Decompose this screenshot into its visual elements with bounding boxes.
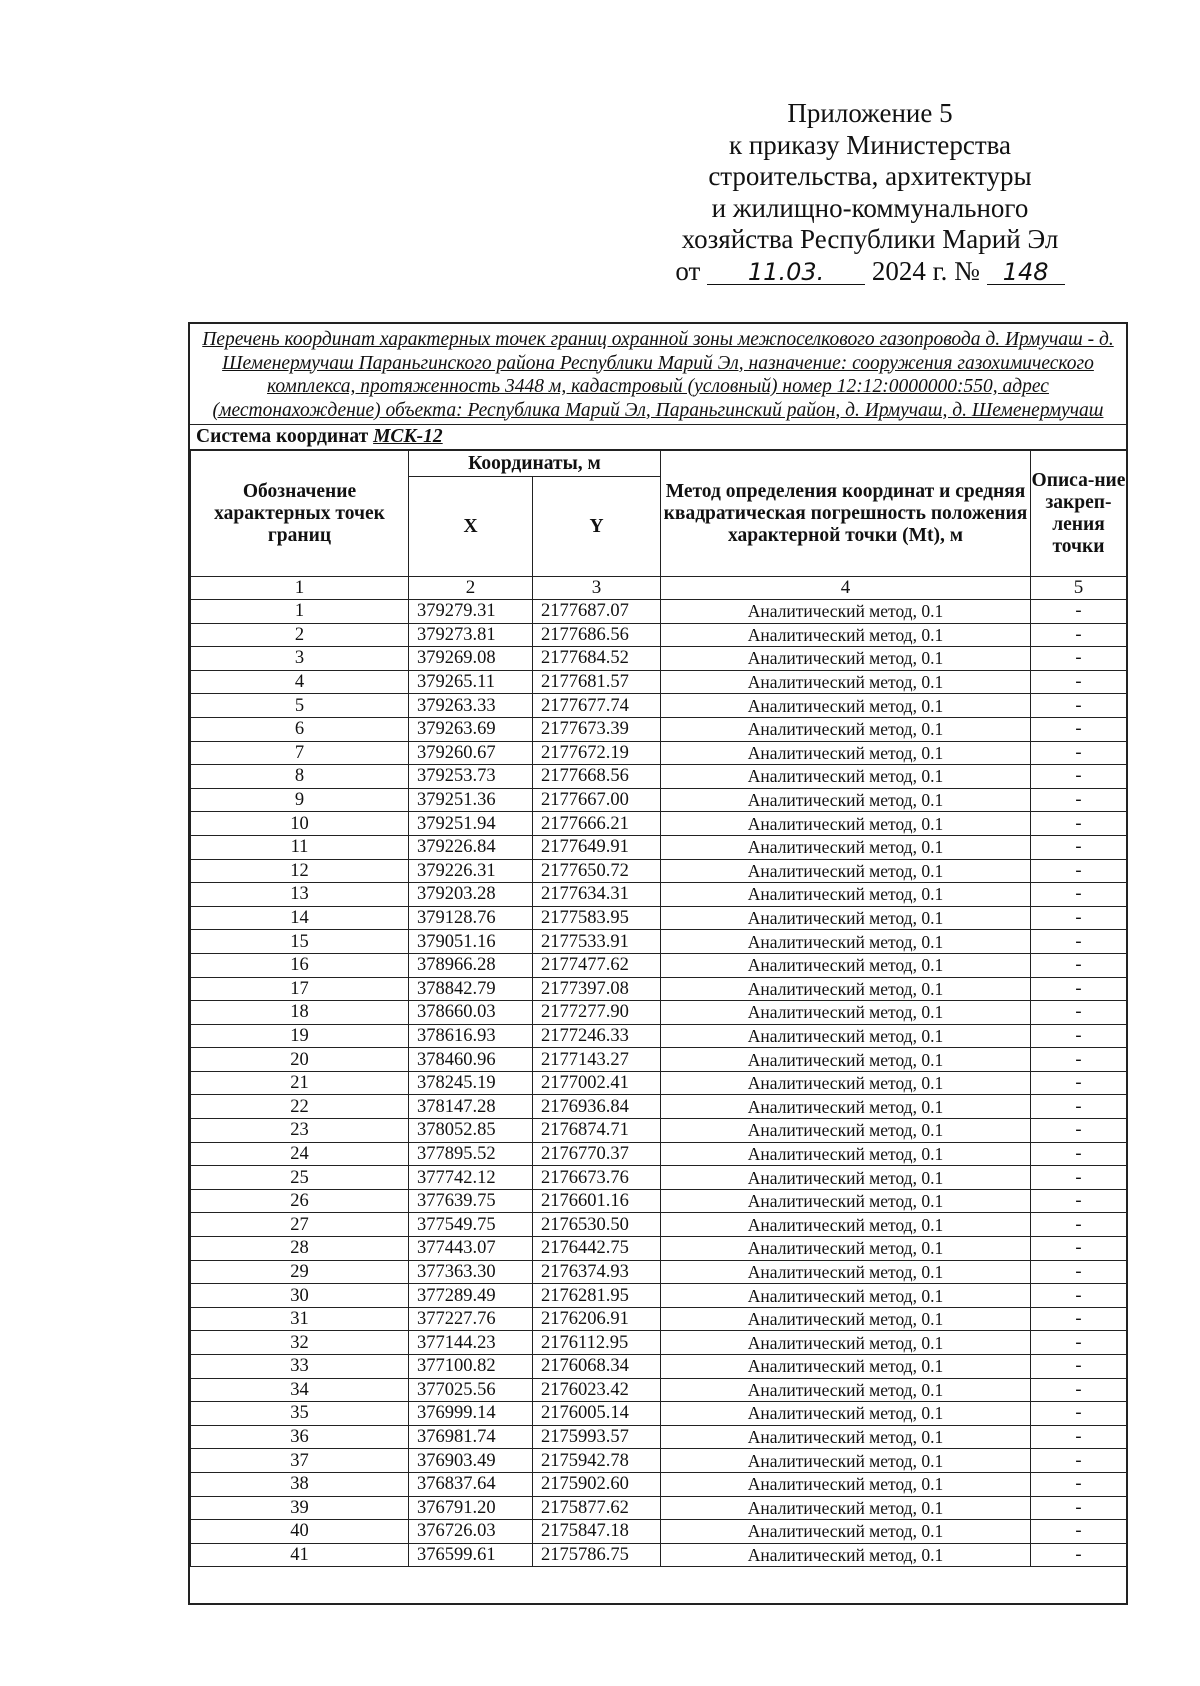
order-date-line — [650, 256, 1090, 288]
document-intro — [190, 324, 1126, 425]
y-coordinate-cell: 2177672.19 — [533, 741, 661, 765]
x-coordinate-cell: 379263.33 — [409, 694, 533, 718]
method-cell: Аналитический метод, 0.1 — [661, 930, 1031, 954]
point-number-cell: 18 — [191, 1001, 409, 1025]
description-cell: - — [1031, 1472, 1127, 1496]
point-number-cell: 20 — [191, 1048, 409, 1072]
point-number-cell: 23 — [191, 1119, 409, 1143]
header-coordinates: Координаты, м — [409, 451, 661, 477]
x-coordinate-cell: 378842.79 — [409, 977, 533, 1001]
x-coordinate-cell: 377742.12 — [409, 1166, 533, 1190]
point-number-cell: 19 — [191, 1024, 409, 1048]
method-cell: Аналитический метод, 0.1 — [661, 1119, 1031, 1143]
method-cell: Аналитический метод, 0.1 — [661, 1307, 1031, 1331]
point-number-cell: 17 — [191, 977, 409, 1001]
description-cell: - — [1031, 1142, 1127, 1166]
table-row — [191, 670, 1127, 694]
appendix-line: и жилищно-коммунального — [711, 192, 1029, 223]
x-coordinate-cell: 376837.64 — [409, 1472, 533, 1496]
table-row — [191, 883, 1127, 907]
y-coordinate-cell: 2177667.00 — [533, 788, 661, 812]
point-number-cell: 11 — [191, 835, 409, 859]
y-coordinate-cell: 2177277.90 — [533, 1001, 661, 1025]
description-cell: - — [1031, 1166, 1127, 1190]
x-coordinate-cell: 377144.23 — [409, 1331, 533, 1355]
x-coordinate-cell: 376999.14 — [409, 1402, 533, 1426]
table-row — [191, 1213, 1127, 1237]
method-cell: Аналитический метод, 0.1 — [661, 670, 1031, 694]
point-number-cell: 22 — [191, 1095, 409, 1119]
x-coordinate-cell: 379051.16 — [409, 930, 533, 954]
x-coordinate-cell: 379128.76 — [409, 906, 533, 930]
header-description: Описа-ние закреп-ления точки — [1031, 451, 1127, 577]
y-coordinate-cell: 2177583.95 — [533, 906, 661, 930]
description-cell: - — [1031, 1284, 1127, 1308]
description-cell: - — [1031, 741, 1127, 765]
description-cell: - — [1031, 1425, 1127, 1449]
table-row — [191, 694, 1127, 718]
x-coordinate-cell: 379279.31 — [409, 600, 533, 624]
method-cell: Аналитический метод, 0.1 — [661, 1331, 1031, 1355]
column-number-row — [191, 577, 1127, 600]
appendix-line: хозяйства Республики Марий Эл — [681, 224, 1059, 254]
x-coordinate-cell: 379269.08 — [409, 647, 533, 671]
description-cell: - — [1031, 1048, 1127, 1072]
point-number-cell: 14 — [191, 906, 409, 930]
y-coordinate-cell: 2177649.91 — [533, 835, 661, 859]
coordinate-system-value: МСК-12 — [373, 426, 443, 447]
point-number-cell: 24 — [191, 1142, 409, 1166]
x-coordinate-cell: 379226.31 — [409, 859, 533, 883]
method-cell: Аналитический метод, 0.1 — [661, 694, 1031, 718]
table-row — [191, 953, 1127, 977]
x-coordinate-cell: 379260.67 — [409, 741, 533, 765]
method-cell: Аналитический метод, 0.1 — [661, 1496, 1031, 1520]
description-cell: - — [1031, 1095, 1127, 1119]
method-cell: Аналитический метод, 0.1 — [661, 600, 1031, 624]
y-coordinate-cell: 2177684.52 — [533, 647, 661, 671]
table-row — [191, 1331, 1127, 1355]
x-coordinate-cell: 376791.20 — [409, 1496, 533, 1520]
description-cell: - — [1031, 1331, 1127, 1355]
table-row — [191, 930, 1127, 954]
method-cell: Аналитический метод, 0.1 — [661, 1048, 1031, 1072]
point-number-cell: 34 — [191, 1378, 409, 1402]
appendix-title: Приложение 5 — [787, 98, 953, 128]
x-coordinate-cell: 377100.82 — [409, 1355, 533, 1379]
method-cell: Аналитический метод, 0.1 — [661, 647, 1031, 671]
method-cell: Аналитический метод, 0.1 — [661, 1543, 1031, 1567]
x-coordinate-cell: 378245.19 — [409, 1071, 533, 1095]
coordinates-table — [190, 450, 1127, 1567]
method-cell: Аналитический метод, 0.1 — [661, 1425, 1031, 1449]
x-coordinate-cell: 378460.96 — [409, 1048, 533, 1072]
method-cell: Аналитический метод, 0.1 — [661, 1378, 1031, 1402]
point-number-cell: 12 — [191, 859, 409, 883]
y-coordinate-cell: 2176874.71 — [533, 1119, 661, 1143]
description-cell: - — [1031, 600, 1127, 624]
table-row — [191, 788, 1127, 812]
table-row — [191, 1142, 1127, 1166]
point-number-cell: 32 — [191, 1331, 409, 1355]
y-coordinate-cell: 2177650.72 — [533, 859, 661, 883]
y-coordinate-cell: 2176281.95 — [533, 1284, 661, 1308]
table-body — [191, 600, 1127, 1567]
point-number-cell: 25 — [191, 1166, 409, 1190]
x-coordinate-cell: 378147.28 — [409, 1095, 533, 1119]
description-cell: - — [1031, 765, 1127, 789]
y-coordinate-cell: 2177533.91 — [533, 930, 661, 954]
y-coordinate-cell: 2177477.62 — [533, 953, 661, 977]
coordinate-system-line — [190, 425, 1126, 450]
table-row — [191, 1260, 1127, 1284]
table-row — [191, 765, 1127, 789]
description-cell: - — [1031, 1543, 1127, 1567]
point-number-cell: 6 — [191, 717, 409, 741]
description-cell: - — [1031, 1024, 1127, 1048]
description-cell: - — [1031, 1355, 1127, 1379]
point-number-cell: 40 — [191, 1520, 409, 1544]
table-row — [191, 835, 1127, 859]
method-cell: Аналитический метод, 0.1 — [661, 623, 1031, 647]
method-cell: Аналитический метод, 0.1 — [661, 1260, 1031, 1284]
description-cell: - — [1031, 1449, 1127, 1473]
y-coordinate-cell: 2176068.34 — [533, 1355, 661, 1379]
table-row — [191, 1378, 1127, 1402]
point-number-cell: 7 — [191, 741, 409, 765]
y-coordinate-cell: 2177634.31 — [533, 883, 661, 907]
table-row — [191, 1284, 1127, 1308]
x-coordinate-cell: 379251.94 — [409, 812, 533, 836]
method-cell: Аналитический метод, 0.1 — [661, 977, 1031, 1001]
method-cell: Аналитический метод, 0.1 — [661, 1142, 1031, 1166]
method-cell: Аналитический метод, 0.1 — [661, 1001, 1031, 1025]
method-cell: Аналитический метод, 0.1 — [661, 953, 1031, 977]
point-number-cell: 37 — [191, 1449, 409, 1473]
description-cell: - — [1031, 1260, 1127, 1284]
x-coordinate-cell: 377443.07 — [409, 1237, 533, 1261]
method-cell: Аналитический метод, 0.1 — [661, 835, 1031, 859]
point-number-cell: 3 — [191, 647, 409, 671]
point-number-cell: 41 — [191, 1543, 409, 1567]
y-coordinate-cell: 2175847.18 — [533, 1520, 661, 1544]
point-number-cell: 5 — [191, 694, 409, 718]
method-cell: Аналитический метод, 0.1 — [661, 788, 1031, 812]
y-coordinate-cell: 2177397.08 — [533, 977, 661, 1001]
appendix-line: к приказу Министерства — [728, 129, 1012, 160]
table-row — [191, 1237, 1127, 1261]
y-coordinate-cell: 2177143.27 — [533, 1048, 661, 1072]
x-coordinate-cell: 377025.56 — [409, 1378, 533, 1402]
order-prefix: от — [675, 255, 701, 286]
point-number-cell: 13 — [191, 883, 409, 907]
description-cell: - — [1031, 883, 1127, 907]
point-number-cell: 27 — [191, 1213, 409, 1237]
description-cell: - — [1031, 812, 1127, 836]
x-coordinate-cell: 376903.49 — [409, 1449, 533, 1473]
table-row — [191, 1024, 1127, 1048]
method-cell: Аналитический метод, 0.1 — [661, 1071, 1031, 1095]
method-cell: Аналитический метод, 0.1 — [661, 1166, 1031, 1190]
point-number-cell: 30 — [191, 1284, 409, 1308]
y-coordinate-cell: 2177687.07 — [533, 600, 661, 624]
x-coordinate-cell: 379253.73 — [409, 765, 533, 789]
point-number-cell: 8 — [191, 765, 409, 789]
table-row — [191, 647, 1127, 671]
point-number-cell: 1 — [191, 600, 409, 624]
point-number-cell: 26 — [191, 1189, 409, 1213]
table-row — [191, 717, 1127, 741]
column-number: 3 — [533, 577, 661, 600]
y-coordinate-cell: 2177668.56 — [533, 765, 661, 789]
header-method: Метод определения координат и средняя квадратическая погрешность положения характерной точки (Mt), м — [661, 451, 1031, 577]
method-cell: Аналитический метод, 0.1 — [661, 1520, 1031, 1544]
table-row — [191, 600, 1127, 624]
description-cell: - — [1031, 1520, 1127, 1544]
y-coordinate-cell: 2175786.75 — [533, 1543, 661, 1567]
x-coordinate-cell: 378966.28 — [409, 953, 533, 977]
description-cell: - — [1031, 859, 1127, 883]
description-cell: - — [1031, 1378, 1127, 1402]
coordinate-system-label: Система координат — [196, 426, 369, 447]
x-coordinate-cell: 379226.84 — [409, 835, 533, 859]
point-number-cell: 2 — [191, 623, 409, 647]
description-cell: - — [1031, 1307, 1127, 1331]
y-coordinate-cell: 2175942.78 — [533, 1449, 661, 1473]
order-year: 2024 г. № — [871, 255, 980, 286]
column-number: 5 — [1031, 577, 1127, 600]
point-number-cell: 21 — [191, 1071, 409, 1095]
y-coordinate-cell: 2176112.95 — [533, 1331, 661, 1355]
method-cell: Аналитический метод, 0.1 — [661, 883, 1031, 907]
point-number-cell: 9 — [191, 788, 409, 812]
table-row — [191, 812, 1127, 836]
y-coordinate-cell: 2177677.74 — [533, 694, 661, 718]
y-coordinate-cell: 2175877.62 — [533, 1496, 661, 1520]
description-cell: - — [1031, 1119, 1127, 1143]
method-cell: Аналитический метод, 0.1 — [661, 1402, 1031, 1426]
x-coordinate-cell: 379263.69 — [409, 717, 533, 741]
description-cell: - — [1031, 788, 1127, 812]
table-row — [191, 1095, 1127, 1119]
y-coordinate-cell: 2175993.57 — [533, 1425, 661, 1449]
table-row — [191, 1048, 1127, 1072]
y-coordinate-cell: 2175902.60 — [533, 1472, 661, 1496]
description-cell: - — [1031, 930, 1127, 954]
description-cell: - — [1031, 694, 1127, 718]
table-row — [191, 1071, 1127, 1095]
x-coordinate-cell: 377639.75 — [409, 1189, 533, 1213]
table-row — [191, 1472, 1127, 1496]
description-cell: - — [1031, 906, 1127, 930]
table-row — [191, 1119, 1127, 1143]
table-row — [191, 1449, 1127, 1473]
description-cell: - — [1031, 1071, 1127, 1095]
description-cell: - — [1031, 1189, 1127, 1213]
table-row — [191, 1189, 1127, 1213]
y-coordinate-cell: 2176442.75 — [533, 1237, 661, 1261]
table-row — [191, 977, 1127, 1001]
point-number-cell: 16 — [191, 953, 409, 977]
x-coordinate-cell: 379251.36 — [409, 788, 533, 812]
description-cell: - — [1031, 1237, 1127, 1261]
y-coordinate-cell: 2177686.56 — [533, 623, 661, 647]
x-coordinate-cell: 379265.11 — [409, 670, 533, 694]
y-coordinate-cell: 2177673.39 — [533, 717, 661, 741]
column-number: 1 — [191, 577, 409, 600]
table-row — [191, 1001, 1127, 1025]
method-cell: Аналитический метод, 0.1 — [661, 1472, 1031, 1496]
table-row — [191, 906, 1127, 930]
x-coordinate-cell: 378052.85 — [409, 1119, 533, 1143]
x-coordinate-cell: 377895.52 — [409, 1142, 533, 1166]
method-cell: Аналитический метод, 0.1 — [661, 859, 1031, 883]
description-cell: - — [1031, 835, 1127, 859]
y-coordinate-cell: 2176936.84 — [533, 1095, 661, 1119]
y-coordinate-cell: 2176530.50 — [533, 1213, 661, 1237]
point-number-cell: 33 — [191, 1355, 409, 1379]
description-cell: - — [1031, 1001, 1127, 1025]
method-cell: Аналитический метод, 0.1 — [661, 1095, 1031, 1119]
x-coordinate-cell: 378660.03 — [409, 1001, 533, 1025]
description-cell: - — [1031, 1402, 1127, 1426]
x-coordinate-cell: 379203.28 — [409, 883, 533, 907]
description-cell: - — [1031, 670, 1127, 694]
header-x: X — [409, 477, 533, 577]
column-number: 2 — [409, 577, 533, 600]
table-row — [191, 1402, 1127, 1426]
point-number-cell: 28 — [191, 1237, 409, 1261]
method-cell: Аналитический метод, 0.1 — [661, 765, 1031, 789]
method-cell: Аналитический метод, 0.1 — [661, 1189, 1031, 1213]
point-number-cell: 4 — [191, 670, 409, 694]
point-number-cell: 39 — [191, 1496, 409, 1520]
appendix-line: строительства, архитектуры — [708, 161, 1032, 191]
y-coordinate-cell: 2176374.93 — [533, 1260, 661, 1284]
coordinates-document — [188, 322, 1128, 1605]
handwritten-number: 148 — [987, 260, 1065, 285]
description-cell: - — [1031, 953, 1127, 977]
table-row — [191, 1307, 1127, 1331]
y-coordinate-cell: 2176673.76 — [533, 1166, 661, 1190]
point-number-cell: 36 — [191, 1425, 409, 1449]
y-coordinate-cell: 2177666.21 — [533, 812, 661, 836]
y-coordinate-cell: 2176005.14 — [533, 1402, 661, 1426]
x-coordinate-cell: 377549.75 — [409, 1213, 533, 1237]
table-row — [191, 1520, 1127, 1544]
y-coordinate-cell: 2176206.91 — [533, 1307, 661, 1331]
header-designation: Обозначение характерных точек границ — [191, 451, 409, 577]
x-coordinate-cell: 379273.81 — [409, 623, 533, 647]
x-coordinate-cell: 376981.74 — [409, 1425, 533, 1449]
y-coordinate-cell: 2177002.41 — [533, 1071, 661, 1095]
x-coordinate-cell: 376599.61 — [409, 1543, 533, 1567]
description-cell: - — [1031, 977, 1127, 1001]
method-cell: Аналитический метод, 0.1 — [661, 717, 1031, 741]
method-cell: Аналитический метод, 0.1 — [661, 1355, 1031, 1379]
method-cell: Аналитический метод, 0.1 — [661, 741, 1031, 765]
y-coordinate-cell: 2176770.37 — [533, 1142, 661, 1166]
y-coordinate-cell: 2176023.42 — [533, 1378, 661, 1402]
table-row — [191, 741, 1127, 765]
point-number-cell: 31 — [191, 1307, 409, 1331]
table-row — [191, 1496, 1127, 1520]
description-cell: - — [1031, 1213, 1127, 1237]
header-y: Y — [533, 477, 661, 577]
method-cell: Аналитический метод, 0.1 — [661, 812, 1031, 836]
point-number-cell: 10 — [191, 812, 409, 836]
point-number-cell: 38 — [191, 1472, 409, 1496]
method-cell: Аналитический метод, 0.1 — [661, 1237, 1031, 1261]
method-cell: Аналитический метод, 0.1 — [661, 906, 1031, 930]
x-coordinate-cell: 377289.49 — [409, 1284, 533, 1308]
y-coordinate-cell: 2177681.57 — [533, 670, 661, 694]
point-number-cell: 29 — [191, 1260, 409, 1284]
table-row — [191, 1425, 1127, 1449]
point-number-cell: 35 — [191, 1402, 409, 1426]
intro-text: Перечень координат характерных точек границ охранной зоны межпоселкового газопровода д. Ирмучаш - д. Шеменермучаш Параньгинского района Республики Марий Эл, назначение: сооружения газохимического комплекса, протяженность 3448 м, кадастровый (условный) номер 12:12:0000000:550, адрес (местонахождение) объекта: Республика Марий Эл, Параньгинский район, д. Ирмучаш, д. Шеменермучаш — [202, 329, 1114, 421]
x-coordinate-cell: 377363.30 — [409, 1260, 533, 1284]
x-coordinate-cell: 377227.76 — [409, 1307, 533, 1331]
description-cell: - — [1031, 1496, 1127, 1520]
x-coordinate-cell: 376726.03 — [409, 1520, 533, 1544]
table-row — [191, 623, 1127, 647]
y-coordinate-cell: 2177246.33 — [533, 1024, 661, 1048]
method-cell: Аналитический метод, 0.1 — [661, 1449, 1031, 1473]
method-cell: Аналитический метод, 0.1 — [661, 1284, 1031, 1308]
table-row — [191, 1166, 1127, 1190]
handwritten-date: 11.03. — [707, 260, 865, 285]
method-cell: Аналитический метод, 0.1 — [661, 1213, 1031, 1237]
y-coordinate-cell: 2176601.16 — [533, 1189, 661, 1213]
table-row — [191, 1543, 1127, 1567]
point-number-cell: 15 — [191, 930, 409, 954]
table-row — [191, 1355, 1127, 1379]
table-row — [191, 859, 1127, 883]
description-cell: - — [1031, 717, 1127, 741]
appendix-header — [650, 98, 1090, 287]
description-cell: - — [1031, 623, 1127, 647]
description-cell: - — [1031, 647, 1127, 671]
column-number: 4 — [661, 577, 1031, 600]
method-cell: Аналитический метод, 0.1 — [661, 1024, 1031, 1048]
x-coordinate-cell: 378616.93 — [409, 1024, 533, 1048]
